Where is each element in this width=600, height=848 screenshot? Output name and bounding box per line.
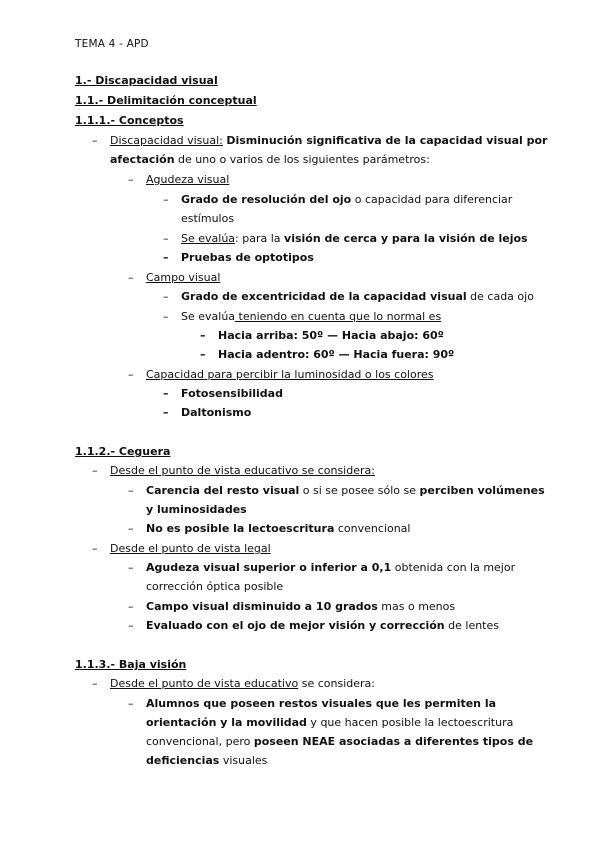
heading-1-1-2: 1.1.2.- Ceguera [75,445,171,458]
list-item-discapacidad: – Discapacidad visual: Disminución significativa de la capacidad visual por [92,134,548,147]
list-item-ag1: – Grado de resolución del ojo o capacidad para diferenciar [163,193,513,206]
heading-1-1-1: 1.1.1.- Conceptos [75,114,184,127]
list-item-bv3: convencional, pero poseen NEAE asociadas a diferentes tipos de [146,735,534,748]
dv-label: Discapacidad visual: [110,134,223,147]
list-item-le1: – Agudeza visual superior o inferior a 0,1 obtenida con la mejor [128,561,516,574]
list-item-bv4: deficiencias visuales [146,754,268,767]
list-item-discapacidad-cont: afectación de uno o varios de los siguientes parámetros: [110,153,430,166]
list-item-cap2: – Daltonismo [163,406,252,419]
list-item-ag3: – Pruebas de optotipos [163,251,314,264]
list-item-ag1-cont: estímulos [181,212,235,225]
list-item-le1-cont: corrección óptica posible [146,580,284,593]
list-item-cv1: – Grado de excentricidad de la capacidad visual de cada ojo [163,290,534,303]
list-item-ce2: – No es posible la lectoescritura convencional [128,522,411,535]
list-item-bv1: – Alumnos que poseen restos visuales que les permiten la [128,697,497,710]
list-item-agudeza: – Agudeza visual [128,173,230,186]
list-item-ceguera-legal: – Desde el punto de vista legal [92,542,271,555]
heading-1-1: 1.1.- Delimitación conceptual [75,94,257,107]
list-item-cap1: – Fotosensibilidad [163,387,283,400]
list-item-bv2: orientación y la movilidad y que hacen posible la lectoescritura [146,716,514,729]
list-item-ceguera-edu: – Desde el punto de vista educativo se considera: [92,464,375,477]
list-item-ag2: – Se evalúa: para la visión de cerca y para la visión de lejos [163,232,528,245]
list-item-cv2: – Se evalúa teniendo en cuenta que lo normal es [163,310,442,323]
list-item-cv4: – Hacia adentro: 60º — Hacia fuera: 90º [200,348,455,361]
list-item-ce1: – Carencia del resto visual o si se posee sólo se perciben volúmenes [128,484,545,497]
list-item-cv3: – Hacia arriba: 50º — Hacia abajo: 60º [200,329,444,342]
list-item-baja-edu: – Desde el punto de vista educativo se considera: [92,677,375,690]
heading-1: 1.- Discapacidad visual [75,74,218,87]
heading-1-1-3: 1.1.3.- Baja visión [75,658,187,671]
list-item-le3: – Evaluado con el ojo de mejor visión y corrección de lentes [128,619,499,632]
list-item-campo: – Campo visual [128,271,221,284]
page-header: TEMA 4 - APD [75,38,149,50]
list-item-capacidad: – Capacidad para percibir la luminosidad o los colores [128,368,434,381]
list-item-ce1-cont: y luminosidades [146,503,247,516]
list-item-le2: – Campo visual disminuido a 10 grados mas o menos [128,600,456,613]
